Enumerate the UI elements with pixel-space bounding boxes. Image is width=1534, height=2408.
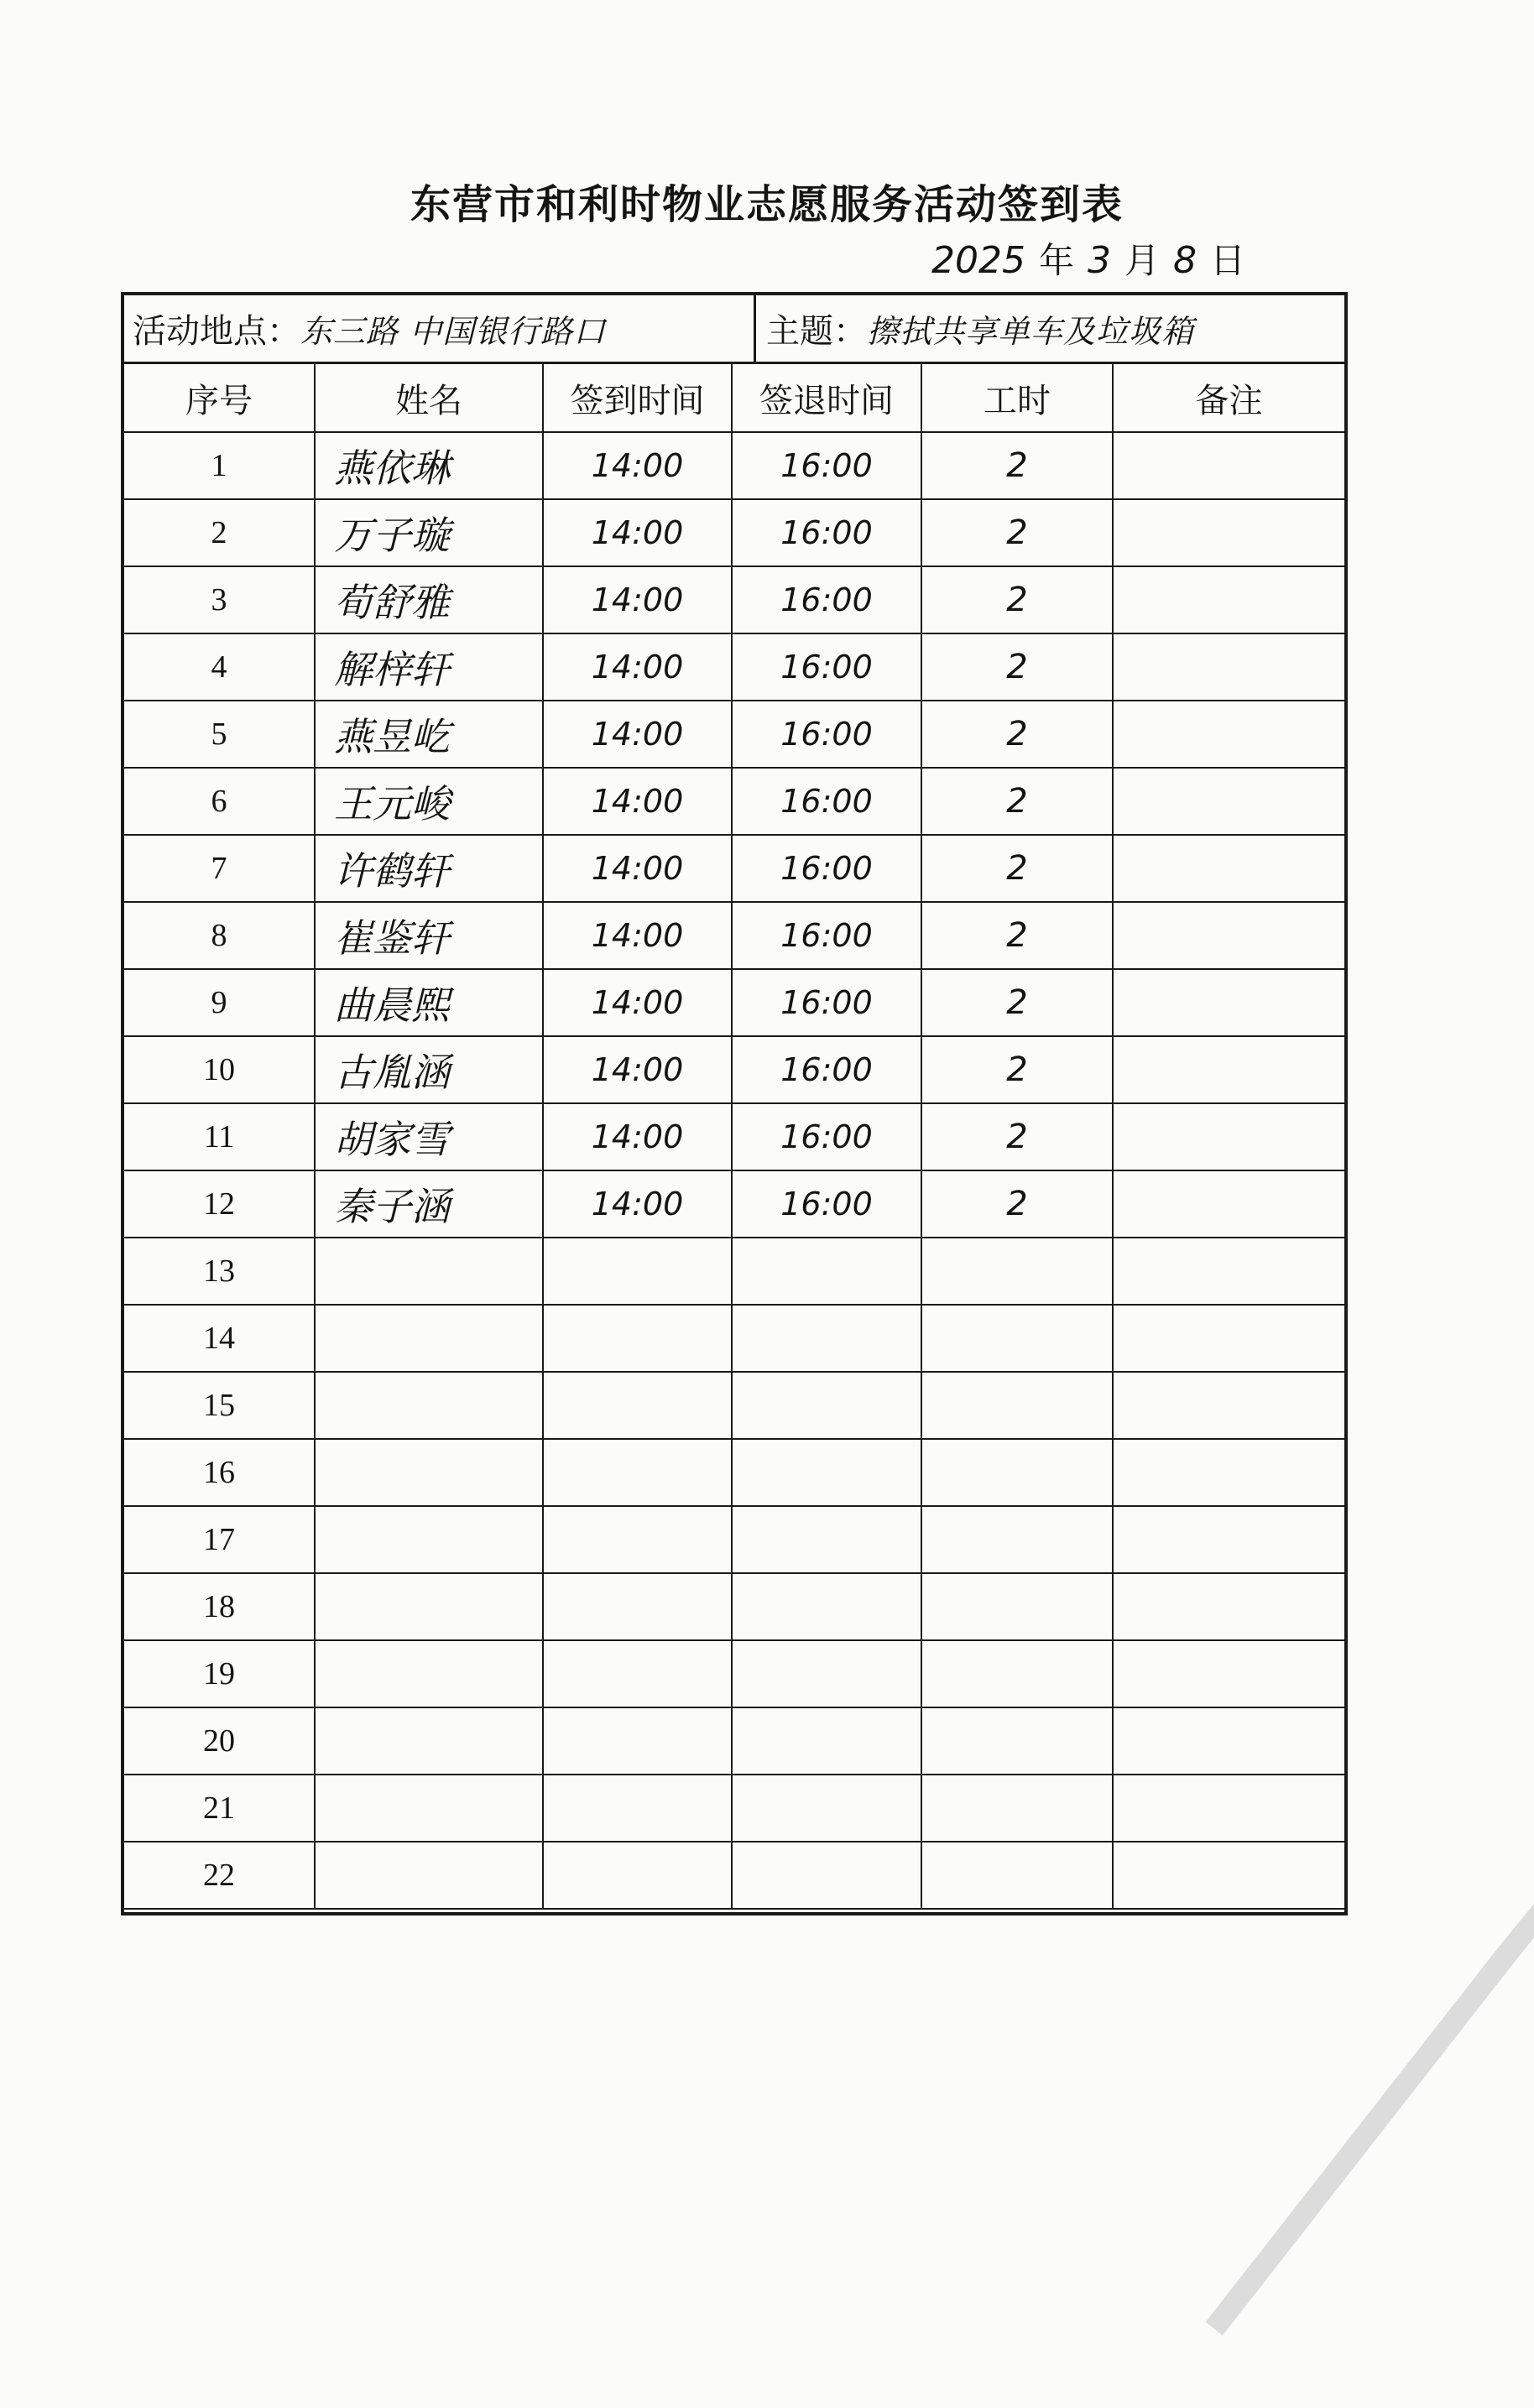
work-hours-cell	[921, 1775, 1113, 1842]
signout-time-cell: 16:00	[732, 432, 921, 499]
volunteer-name-cell	[315, 1372, 543, 1439]
volunteer-name-cell	[315, 1439, 543, 1506]
work-hours-cell: 2	[921, 1103, 1113, 1170]
work-hours-cell: 2	[921, 835, 1113, 902]
header-hours: 工时	[921, 364, 1113, 432]
note-cell	[1113, 1103, 1344, 1170]
volunteer-name-cell	[315, 1775, 543, 1842]
note-cell	[1113, 1707, 1344, 1775]
table-row	[124, 432, 1344, 499]
table-row	[124, 1372, 1344, 1439]
signout-time-cell: 16:00	[732, 1170, 921, 1238]
signin-table	[124, 364, 1344, 1910]
signin-time-cell: 14:00	[543, 768, 732, 835]
signin-time-cell: 14:00	[543, 1103, 732, 1170]
signout-time-cell	[732, 1842, 921, 1909]
signout-time-cell	[732, 1640, 921, 1707]
signin-time-cell	[543, 1439, 732, 1506]
note-cell	[1113, 1775, 1344, 1842]
volunteer-name-cell: 解梓轩	[315, 633, 543, 701]
signin-time-cell	[543, 1775, 732, 1842]
signout-time-cell	[732, 1707, 921, 1775]
signout-time-cell	[732, 1439, 921, 1506]
table-row	[124, 499, 1344, 566]
table-row	[124, 835, 1344, 902]
work-hours-cell	[921, 1640, 1113, 1707]
header-name: 姓名	[315, 364, 543, 432]
row-number-cell: 12	[124, 1170, 315, 1238]
work-hours-cell	[921, 1439, 1113, 1506]
volunteer-name-cell	[315, 1640, 543, 1707]
note-cell	[1113, 1506, 1344, 1573]
location-cell	[133, 295, 745, 362]
work-hours-cell: 2	[921, 633, 1113, 701]
note-cell	[1113, 1372, 1344, 1439]
date-day: 8	[1173, 239, 1197, 282]
location-value: 东三路 中国银行路口	[300, 313, 607, 350]
date-year-label: 年	[1038, 240, 1074, 281]
table-row	[124, 1439, 1344, 1506]
topic-cell	[754, 295, 1341, 362]
work-hours-cell	[921, 1573, 1113, 1640]
table-row	[124, 969, 1344, 1036]
work-hours-cell: 2	[921, 1036, 1113, 1103]
row-number-cell: 11	[124, 1103, 315, 1170]
signout-time-cell	[732, 1238, 921, 1305]
row-number-cell: 14	[124, 1305, 315, 1372]
header-note: 备注	[1113, 364, 1344, 432]
table-row	[124, 701, 1344, 768]
row-number-cell: 22	[124, 1842, 315, 1909]
table-row	[124, 633, 1344, 701]
header-no: 序号	[124, 364, 315, 432]
work-hours-cell: 2	[921, 768, 1113, 835]
signout-time-cell	[732, 1573, 921, 1640]
signin-time-cell	[543, 1238, 732, 1305]
topic-label: 主题：	[766, 312, 867, 351]
signin-time-cell	[543, 1707, 732, 1775]
work-hours-cell	[921, 1707, 1113, 1775]
volunteer-name-cell: 崔鉴轩	[315, 902, 543, 969]
note-cell	[1113, 969, 1344, 1036]
table-row	[124, 1103, 1344, 1170]
table-row	[124, 1707, 1344, 1775]
row-number-cell: 3	[124, 566, 315, 633]
signout-time-cell: 16:00	[732, 902, 921, 969]
work-hours-cell: 2	[921, 566, 1113, 633]
table-row	[124, 768, 1344, 835]
note-cell	[1113, 566, 1344, 633]
note-cell	[1113, 1170, 1344, 1238]
table-row	[124, 1170, 1344, 1238]
signout-time-cell: 16:00	[732, 633, 921, 701]
header-signout-time: 签退时间	[732, 364, 921, 432]
header-signin-time: 签到时间	[543, 364, 732, 432]
signin-time-cell: 14:00	[543, 969, 732, 1036]
signout-time-cell	[732, 1372, 921, 1439]
volunteer-name-cell	[315, 1573, 543, 1640]
signout-time-cell: 16:00	[732, 566, 921, 633]
signin-time-cell: 14:00	[543, 633, 732, 701]
work-hours-cell	[921, 1506, 1113, 1573]
row-number-cell: 20	[124, 1707, 315, 1775]
row-number-cell: 18	[124, 1573, 315, 1640]
table-header-row	[124, 364, 1344, 432]
signout-time-cell	[732, 1506, 921, 1573]
signin-time-cell	[543, 1372, 732, 1439]
location-label: 活动地点：	[133, 312, 300, 351]
volunteer-name-cell: 王元峻	[315, 768, 543, 835]
date-day-label: 日	[1210, 240, 1246, 281]
row-number-cell: 10	[124, 1036, 315, 1103]
signout-time-cell: 16:00	[732, 701, 921, 768]
signout-time-cell	[732, 1775, 921, 1842]
signin-time-cell	[543, 1573, 732, 1640]
note-cell	[1113, 835, 1344, 902]
sign-date	[931, 233, 1259, 284]
signout-time-cell	[732, 1305, 921, 1372]
row-number-cell: 13	[124, 1238, 315, 1305]
signin-time-cell: 14:00	[543, 701, 732, 768]
signin-time-cell: 14:00	[543, 566, 732, 633]
row-number-cell: 2	[124, 499, 315, 566]
date-month-label: 月	[1124, 240, 1161, 281]
table-row	[124, 902, 1344, 969]
volunteer-name-cell: 曲晨熙	[315, 969, 543, 1036]
work-hours-cell: 2	[921, 1170, 1113, 1238]
note-cell	[1113, 902, 1344, 969]
volunteer-name-cell: 古胤涵	[315, 1036, 543, 1103]
date-year: 2025	[931, 239, 1025, 282]
table-row	[124, 1842, 1344, 1909]
signout-time-cell: 16:00	[732, 969, 921, 1036]
volunteer-name-cell: 万子璇	[315, 499, 543, 566]
signin-time-cell: 14:00	[543, 432, 732, 499]
row-number-cell: 9	[124, 969, 315, 1036]
note-cell	[1113, 432, 1344, 499]
signin-time-cell	[543, 1842, 732, 1909]
table-row	[124, 1573, 1344, 1640]
volunteer-name-cell	[315, 1707, 543, 1775]
note-cell	[1113, 1439, 1344, 1506]
signout-time-cell: 16:00	[732, 768, 921, 835]
topic-value: 擦拭共享单车及垃圾箱	[867, 313, 1195, 350]
volunteer-name-cell: 许鹤轩	[315, 835, 543, 902]
work-hours-cell: 2	[921, 701, 1113, 768]
work-hours-cell: 2	[921, 902, 1113, 969]
note-cell	[1113, 499, 1344, 566]
table-row	[124, 1036, 1344, 1103]
row-number-cell: 16	[124, 1439, 315, 1506]
signin-time-cell: 14:00	[543, 835, 732, 902]
note-cell	[1113, 1640, 1344, 1707]
signout-time-cell: 16:00	[732, 499, 921, 566]
volunteer-name-cell: 燕昱屹	[315, 701, 543, 768]
volunteer-name-cell: 秦子涵	[315, 1170, 543, 1238]
volunteer-name-cell	[315, 1506, 543, 1573]
signin-time-cell	[543, 1640, 732, 1707]
row-number-cell: 1	[124, 432, 315, 499]
note-cell	[1113, 768, 1344, 835]
table-row	[124, 1640, 1344, 1707]
work-hours-cell	[921, 1842, 1113, 1909]
signin-time-cell: 14:00	[543, 1036, 732, 1103]
activity-info-row	[124, 295, 1344, 364]
note-cell	[1113, 1305, 1344, 1372]
work-hours-cell	[921, 1372, 1113, 1439]
signin-sheet	[121, 292, 1348, 1915]
row-number-cell: 4	[124, 633, 315, 701]
work-hours-cell	[921, 1305, 1113, 1372]
work-hours-cell: 2	[921, 432, 1113, 499]
row-number-cell: 6	[124, 768, 315, 835]
work-hours-cell: 2	[921, 969, 1113, 1036]
table-row	[124, 566, 1344, 633]
volunteer-name-cell: 燕依琳	[315, 432, 543, 499]
row-number-cell: 7	[124, 835, 315, 902]
note-cell	[1113, 1842, 1344, 1909]
signin-time-cell	[543, 1506, 732, 1573]
signin-time-cell: 14:00	[543, 499, 732, 566]
signout-time-cell: 16:00	[732, 1103, 921, 1170]
volunteer-name-cell	[315, 1842, 543, 1909]
row-number-cell: 8	[124, 902, 315, 969]
note-cell	[1113, 701, 1344, 768]
volunteer-name-cell	[315, 1238, 543, 1305]
work-hours-cell: 2	[921, 499, 1113, 566]
note-cell	[1113, 633, 1344, 701]
volunteer-name-cell: 荀舒雅	[315, 566, 543, 633]
table-row	[124, 1506, 1344, 1573]
row-number-cell: 21	[124, 1775, 315, 1842]
note-cell	[1113, 1238, 1344, 1305]
page-title: 东营市和利时物业志愿服务活动签到表	[410, 181, 1124, 228]
table-row	[124, 1775, 1344, 1842]
note-cell	[1113, 1573, 1344, 1640]
signin-time-cell: 14:00	[543, 1170, 732, 1238]
signin-time-cell: 14:00	[543, 902, 732, 969]
row-number-cell: 17	[124, 1506, 315, 1573]
signout-time-cell: 16:00	[732, 1036, 921, 1103]
volunteer-name-cell: 胡家雪	[315, 1103, 543, 1170]
row-number-cell: 15	[124, 1372, 315, 1439]
date-month: 3	[1088, 239, 1111, 282]
signin-time-cell	[543, 1305, 732, 1372]
row-number-cell: 5	[124, 701, 315, 768]
volunteer-name-cell	[315, 1305, 543, 1372]
work-hours-cell	[921, 1238, 1113, 1305]
note-cell	[1113, 1036, 1344, 1103]
table-row	[124, 1305, 1344, 1372]
signout-time-cell: 16:00	[732, 835, 921, 902]
table-row	[124, 1238, 1344, 1305]
row-number-cell: 19	[124, 1640, 315, 1707]
